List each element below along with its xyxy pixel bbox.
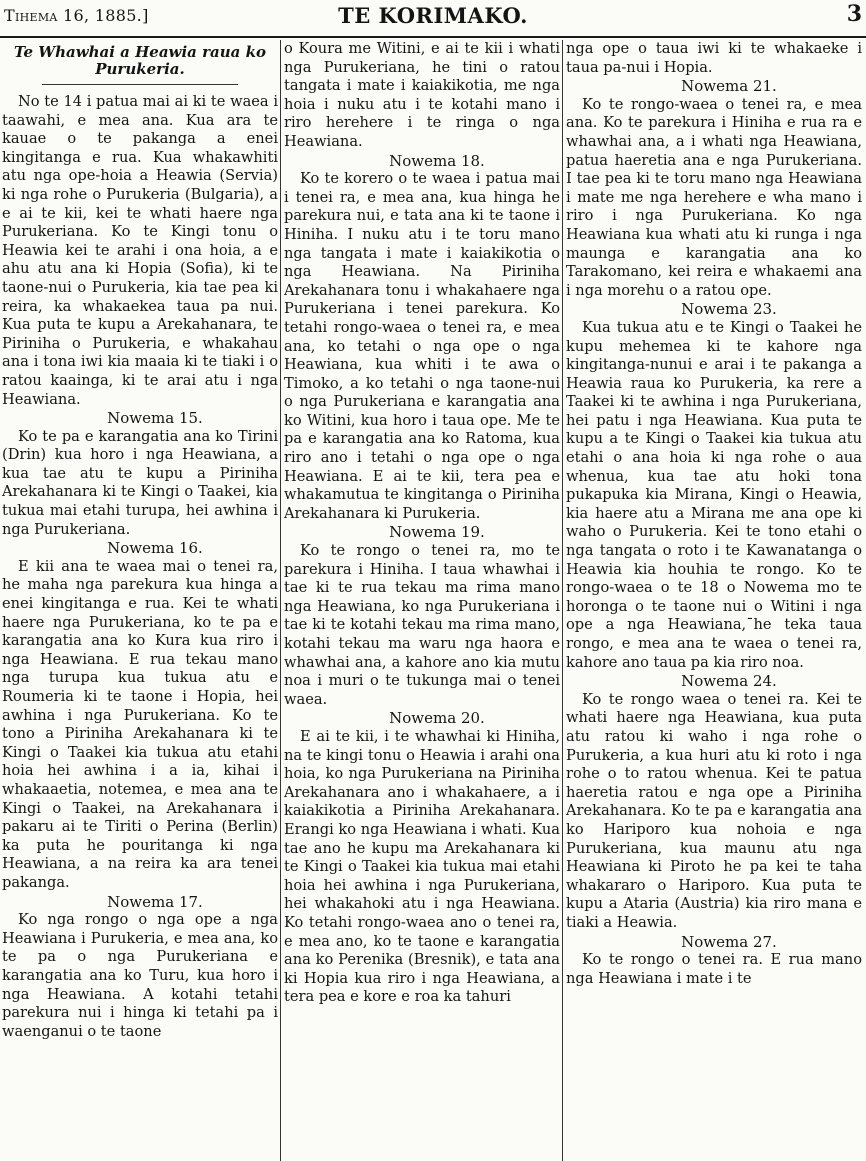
column-divider <box>562 40 563 1161</box>
date-heading: Nowema 20. <box>389 709 485 728</box>
date-heading: Nowema 23. <box>681 300 777 319</box>
date-heading: Nowema 27. <box>681 932 777 951</box>
article-paragraph: Ko te pa e karangatia ana ko Tirini (Drin) kua horo i nga Heawiana, a kua tae atu te kupu a Piriniha Arekahanara ki te Kingi o Taakei, kia tukua mai etahi turupa, hei awhina i nga Purukeriana. <box>2 427 278 538</box>
date-heading: Nowema 16. <box>107 539 203 558</box>
column-2 <box>284 40 560 1161</box>
date-heading: Nowema 18. <box>389 151 485 170</box>
column-divider <box>280 40 281 1161</box>
date-heading: Nowema 24. <box>681 672 777 691</box>
title-rule <box>42 84 238 85</box>
article-paragraph: Ko te rongo o tenei ra, mo te parekura i Hiniha. I taua whawhai i tae ki te rua tekau ma rima mano nga Heawiana, ko nga Purukeriana i tae ki te kotahi tekau ma rima mano, kotahi tekau ma waru nga haora e whawhai ana, a kahore ano kia mutu noa i muri o te tukunga mai o tenei waea. <box>284 542 560 708</box>
date-heading: Nowema 15. <box>107 409 203 428</box>
article-paragraph: Kua tukua atu e te Kingi o Taakei he kupu mehemea ki te kahore nga kingitanga-nunui e arai i te pakanga a Heawia raua ko Purukeria, ka rere a Taakei ki te awhina i nga Purukeriana, hei patu i nga Heawiana. Kua puta te kupu a te Kingi o Taakei kia tukua atu etahi o ana hoia ki nga rohe o aua whenua, kua tae atu hoki tona pukapuka kia Mirana, Kingi o Heawia, kia haere atu a Mirana me ana ope ki waho o Purukeria. Kei te tono etahi o nga tangata o roto i te Kawanatanga o Heawia kia houhia te rongo. Ko te rongo-waea o te 18 o Nowema mo te horonga o te taone nui o Witini i nga ope a nga Heawiana,¯he teka taua rongo, e mea ana te waea o tenei ra, kahore ano taua pa kia riro noa. <box>566 318 862 671</box>
column-3 <box>566 40 862 1161</box>
masthead <box>0 0 866 38</box>
article-paragraph: Ko te rongo waea o tenei ra. Kei te whati haere nga Heawiana, kua puta atu ratou ki waho i nga rohe o Purukeria, a kua huri atu ki roto i nga rohe o to ratou whenua. Kei te patua haeretia ratou e nga ope a Piriniha Arekahanara. Ko te pa e karangatia ana ko Hariporo kua nohoia e nga Purukeriana, kua maunu atu nga Heawiana ki Piroto he pa kei te taha whakararo o Hariporo. Kua puta te kupu a Ataria (Austria) kia riro mana e tiaki a Heawia. <box>566 690 862 931</box>
article-paragraph: E kii ana te waea mai o tenei ra, he maha nga parekura kua hinga a enei kingitanga e rua. Kei te whati haere nga Purukeriana, ko te pa e karangatia ana ko Kura kua riro i nga Heawiana. E rua tekau mano nga turupa kua tukua atu e Roumeria ki te taone i Hopia, hei awhina i nga Purukeriana. Ko te tono a Piriniha Arekahanara ki te Kingi o Taakei kia tukua atu etahi hoia hei awhina i a ia, kihai i whakaaetia, notemea, e mea ana te Kingi o Taakei, na Arekahanara i pakaru ai te Tiriti o Perina (Berlin) ka puta he pouritanga ki nga Heawiana, a na reira ka ara tenei pakanga. <box>2 557 278 891</box>
article-paragraph: Ko nga rongo o nga ope a nga Heawiana i Purukeria, e mea ana, ko te pa o nga Purukeriana e karangatia ana ko Turu, kua horo i nga Heawiana. A kotahi tetahi parekura nui i hinga ki tetahi pa i waenganui o te taone <box>2 911 278 1040</box>
article-paragraph: Ko te korero o te waea i patua mai i tenei ra, e mea ana, kua hinga he parekura nui, e tata ana ki te taone i Hiniha. I nuku atu i te toru mano nga tangata i mate i kaiakikotia o nga Heawiana. Na Piriniha Arekahanara tonu i whakahaere nga Purukeriana i tenei parekura. Ko tetahi rongo-waea o tenei ra, e mea ana, ko tetahi o nga ope o nga Heawiana, kua whiti i te awa o Timoko, a ko tetahi o nga taone-nui o nga Purukeriana e karangatia ana ko Witini, kua horo i taua ope. Me te pa e karangatia ana ko Ratoma, kua riro ano i tetahi o nga ope o nga Heawiana. E ai te kii, tera pea e whakamutua te kingitanga o Piriniha Arekahanara ki Purukeria. <box>284 170 560 522</box>
issue-date: Tihema 16, 1885.] <box>4 6 149 25</box>
article-paragraph: Ko te rongo-waea o tenei ra, e mea ana. Ko te parekura i Hiniha e rua ra e whawhai ana, a i whati nga Heawiana, patua haeretia ana e nga Purukeriana. I tae pea ki te toru mano nga Heawiana i mate me nga herehere e wha mano i riro i nga Purukeriana. Ko nga Heawiana kua whati atu ki runga i nga maunga e karangatia ana ko Tarakomano, kei reira e whakaemi ana i nga morehu o a ratou ope. <box>566 95 862 299</box>
article-paragraph: E ai te kii, i te whawhai ki Hiniha, na te kingi tonu o Heawia i arahi ona hoia, ko nga Purukeriana na Piriniha Arekahanara ano i whakahaere, a i kaiakikotia a Piriniha Arekahanara. Erangi ko nga Heawiana i whati. Kua tae ano he kupu ma Arekahanara ki te Kingi o Taakei kia tukua mai etahi hoia hei awhina i nga Purukeriana, hei whakahoki atu i nga Heawiana. Ko tetahi rongo-waea ano o tenei ra, e mea ano, ko te taone e karangatia ana ko Perenika (Bresnik), e tata ana ki Hopia kua riro i nga Heawiana, a tera pea e kore e roa ka tahuri <box>284 727 560 1006</box>
page-number: 3 <box>846 1 862 27</box>
date-heading: Nowema 21. <box>681 77 777 96</box>
newspaper-title: TE KORIMAKO. <box>338 3 528 28</box>
article-paragraph: o Koura me Witini, e ai te kii i whati nga Purukeriana, he tini o ratou tangata i mate i kaiakikotia, me nga hoia i nuku atu i te kotahi mano i riro herehere i te ringa o nga Heawiana. <box>284 40 560 150</box>
date-heading: Nowema 17. <box>107 892 203 911</box>
column-1 <box>2 40 278 1161</box>
article-paragraph: Ko te rongo o tenei ra. E rua mano nga Heawiana i mate i te <box>566 951 862 987</box>
article-title: Te Whawhai a Heawia raua ko Purukeria. <box>14 43 266 78</box>
article-paragraph: No te 14 i patua mai ai ki te waea i taawahi, e mea ana. Kua ara te kauae o te pakanga a enei kingitanga e rua. Kua whakawhiti atu nga ope-hoia a Heawia (Servia) ki nga rohe o Purukeria (Bulgaria), a e ai te kii, kei te whati haere nga Purukeriana. Ko te Kingi tonu o Heawia kei te arahi i ona hoia, a e ahu atu ana ki Hopia (Sofia), ki te taone-nui o Purukeria, kia tae pea ki reira, ka whakaekea taua pa nui. Kua puta te kupu a Arekahanara, te Piriniha o Purukeria, e whakahau ana i tona iwi kia maaia ki te tiaki i o ratou kaainga, ki te arai atu i nga Heawiana. <box>2 93 278 408</box>
date-heading: Nowema 19. <box>389 523 485 542</box>
article-paragraph: nga ope o taua iwi ki te whakaeke i taua pa-nui i Hopia. <box>566 40 862 76</box>
